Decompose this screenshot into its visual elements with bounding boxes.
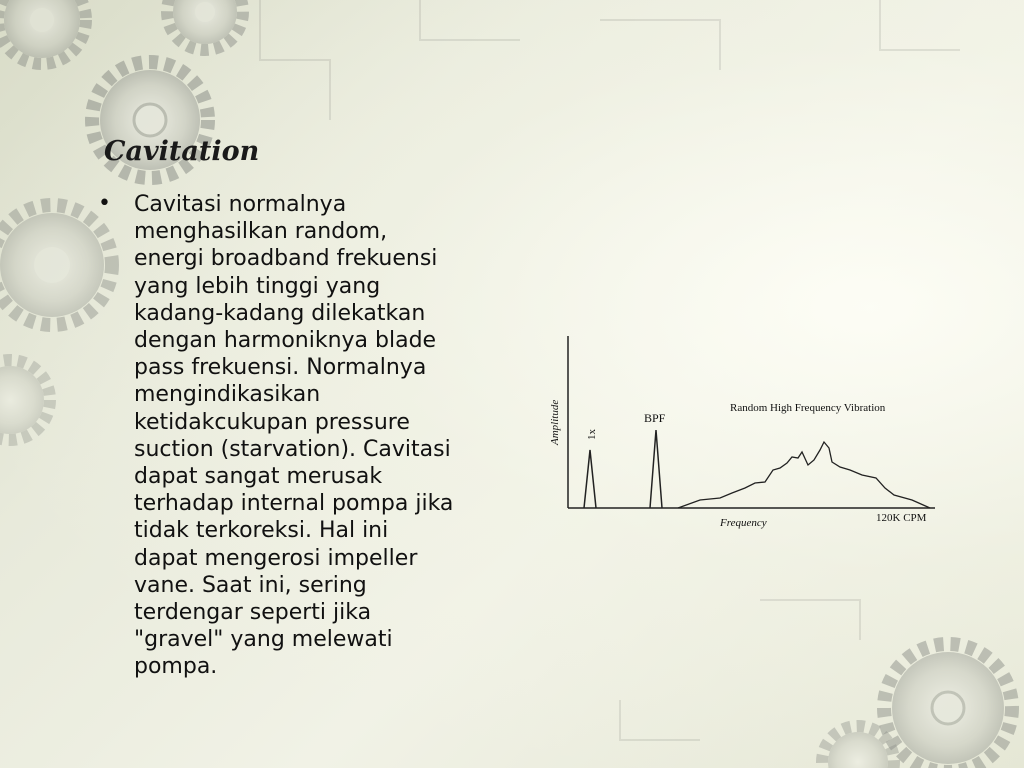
x-axis-label: Frequency bbox=[720, 517, 767, 529]
body-line: "gravel" yang melewati bbox=[134, 627, 393, 653]
body-line: ketidakcukupan pressure bbox=[134, 409, 410, 435]
random-high-frequency-curve bbox=[678, 442, 930, 508]
body-line: vane. Saat ini, sering bbox=[134, 572, 367, 598]
peak-1x-label: 1x bbox=[586, 429, 598, 440]
gear-icon bbox=[167, 0, 243, 50]
body-line: mengindikasikan bbox=[134, 382, 321, 408]
body-line: tidak terkoreksi. Hal ini bbox=[134, 518, 389, 544]
body-line: yang lebih tinggi yang bbox=[134, 273, 381, 299]
gear-icon bbox=[0, 205, 112, 325]
body-line: terhadap internal pompa jika bbox=[134, 491, 454, 517]
x-end-label: 120K CPM bbox=[876, 512, 927, 524]
y-axis-label: Amplitude bbox=[549, 399, 561, 445]
body-line: suction (starvation). Cavitasi bbox=[134, 436, 451, 462]
body-line: dapat sangat merusak bbox=[134, 464, 383, 490]
body-line: pompa. bbox=[134, 654, 218, 680]
peak-bpf-label: BPF bbox=[644, 411, 666, 425]
body-line: pass frekuensi. Normalnya bbox=[134, 355, 427, 381]
body-line: dapat mengerosi impeller bbox=[134, 545, 418, 571]
body-line: energi broadband frekuensi bbox=[134, 246, 438, 272]
body-line: dengan harmoniknya blade bbox=[134, 328, 437, 354]
region-label: Random High Frequency Vibration bbox=[730, 402, 886, 414]
body-paragraph bbox=[134, 191, 506, 681]
gear-icon bbox=[0, 0, 86, 64]
body-line: kadang-kadang dilekatkan bbox=[134, 300, 426, 326]
body-line: Cavitasi normalnya bbox=[134, 192, 347, 217]
body-line: terdengar seperti jika bbox=[134, 600, 372, 626]
gear-icon bbox=[0, 360, 50, 440]
peak-1x bbox=[584, 450, 596, 508]
bullet-marker: • bbox=[98, 191, 111, 216]
peak-bpf bbox=[650, 430, 662, 508]
cavitation-spectrum-figure bbox=[540, 330, 960, 535]
slide-title: Cavitation bbox=[104, 136, 260, 167]
gear-icon bbox=[884, 644, 1012, 768]
body-line: menghasilkan random, bbox=[134, 219, 388, 245]
